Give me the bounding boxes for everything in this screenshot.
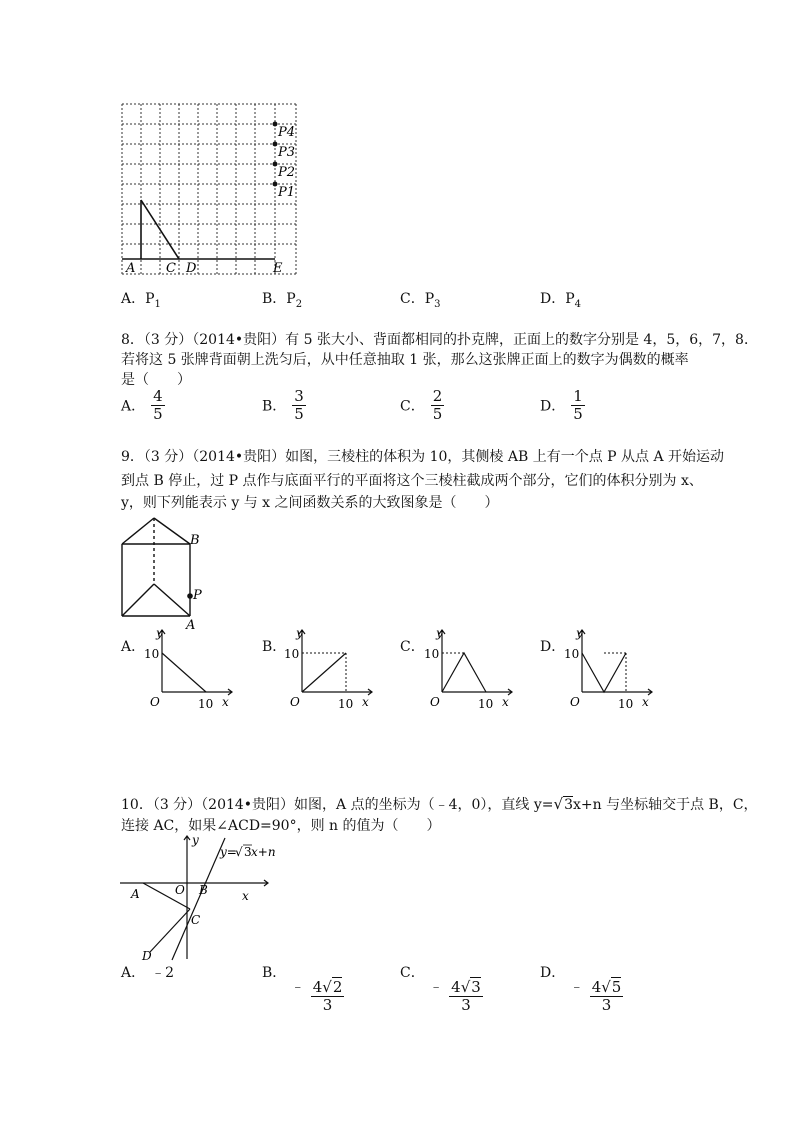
eq-y-prefix: y= (220, 845, 237, 859)
q10-option-d[interactable]: D． ﹣ $\frac{4√5}{3}$ (540, 965, 622, 1014)
label-p1: P1 (278, 185, 296, 200)
q10-option-c[interactable]: C． ﹣ $\frac{4√3}{3}$ (400, 965, 481, 1014)
label-x: x (242, 889, 249, 903)
axis-x-ten: 10 (478, 697, 494, 711)
axis-y-label: y (296, 626, 303, 640)
axis-x-ten: 10 (618, 697, 634, 711)
axis-x-label: x (502, 695, 509, 709)
graph-line (442, 653, 486, 692)
axis-x-label: x (642, 695, 649, 709)
axis-y-ten: 10 (144, 647, 160, 661)
axis-y-ten: 10 (284, 647, 300, 661)
q7-option-d[interactable]: D．$P_4$ (540, 291, 582, 310)
label-d: D (186, 261, 197, 276)
point-p (187, 593, 193, 599)
q9-option-a-graph[interactable] (140, 626, 240, 716)
label-p2: P2 (278, 165, 296, 180)
q9-option-d-graph[interactable] (560, 626, 660, 716)
fraction: $\frac{3}{5}$ (294, 387, 304, 423)
q9-stem-line3: y，则下列能表示 y 与 x 之间函数关系的大致图象是（ ） (121, 495, 499, 511)
label-d: D (142, 949, 152, 962)
fraction: $\frac{4√3}{3}$ (451, 978, 481, 1014)
graph-line (582, 653, 626, 692)
q7-option-c[interactable]: C．$P_3$ (400, 291, 441, 310)
fraction: $\frac{1}{5}$ (573, 387, 583, 423)
q8-stem-line3: 是（ ） (121, 372, 191, 388)
line-bc (172, 838, 225, 960)
axis-y-label: y (436, 626, 443, 640)
graph-line (302, 653, 346, 692)
label-p4: P4 (278, 125, 296, 140)
q8-stem-line2: 若将这 5 张牌背面朝上洗匀后，从中任意抽取 1 张，那么这张牌正面上的数字为偶数的概率 (121, 352, 689, 368)
q7-grid-figure (118, 100, 300, 280)
q9-option-b-letter[interactable]: B． (262, 639, 287, 655)
q9-option-a-letter[interactable]: A． (121, 639, 146, 655)
q8-stem-line1: 8．（3 分）（2014•贵阳）有 5 张大小、背面都相同的扑克牌，正面上的数字分别是 4，5，6，7，8． (121, 332, 758, 348)
fraction: $\frac{4√2}{3}$ (312, 978, 343, 1014)
q7-option-b[interactable]: B．$P_2$ (262, 291, 303, 310)
axis-y-ten: 10 (564, 647, 580, 661)
label-c: C (166, 261, 176, 276)
fraction: $\frac{4√5}{3}$ (591, 978, 622, 1014)
origin-label: O (290, 695, 300, 709)
q8-option-d[interactable]: D． $\frac{1}{5}$ (540, 387, 583, 423)
q10-line-figure (118, 834, 288, 962)
axis-y-label: y (576, 626, 583, 640)
q8-option-c[interactable]: C． $\frac{2}{5}$ (400, 387, 443, 423)
label-y: y (192, 834, 199, 847)
origin-label: O (430, 695, 440, 709)
q9-stem-line2: 到点 B 停止，过 P 点作与底面平行的平面将这个三棱柱截成两个部分，它们的体积分别为 x、 (121, 473, 703, 489)
label-c: C (191, 913, 201, 927)
point-p4 (273, 122, 278, 127)
q9-option-c-letter[interactable]: C． (400, 639, 425, 655)
label-a: A (186, 618, 196, 632)
axis-x-label: x (362, 695, 369, 709)
fraction: $\frac{4}{5}$ (153, 387, 163, 423)
eq-sqrt-sign: √ (235, 845, 243, 859)
label-o: O (175, 883, 185, 897)
q8-option-a[interactable]: A． $\frac{4}{5}$ (121, 387, 163, 423)
graph-line (162, 653, 206, 692)
q9-option-d-letter[interactable]: D． (540, 639, 566, 655)
q9-prism-figure (118, 514, 208, 632)
axis-y-label: y (156, 626, 163, 640)
fraction: $\frac{2}{5}$ (432, 387, 443, 423)
q10-option-b[interactable]: B． ﹣ $\frac{4√2}{3}$ (262, 965, 343, 1014)
q9-option-b-graph[interactable] (280, 626, 380, 716)
eq-suffix: x+n (251, 845, 276, 859)
label-b: B (190, 533, 200, 548)
label-p: P (193, 588, 202, 603)
point-p2 (273, 162, 278, 167)
grid-dashed-lines (122, 104, 296, 274)
point-p1 (273, 182, 278, 187)
label-a: A (131, 887, 140, 901)
segment-cd (150, 909, 190, 952)
q9-option-c-graph[interactable] (420, 626, 520, 716)
axis-x-ten: 10 (198, 697, 214, 711)
q10-option-a[interactable]: A． ﹣2 (121, 965, 175, 981)
origin-label: O (570, 695, 580, 709)
q7-option-a[interactable]: A．$P_1$ (121, 291, 161, 310)
q10-stem-line2: 连接 AC，如果∠ACD=90°，则 n 的值为（ ） (121, 818, 441, 834)
axis-x-label: x (222, 695, 229, 709)
label-b: B (199, 883, 208, 897)
origin-label: O (150, 695, 160, 709)
q10-stem-line1: 10．（3 分）（2014•贵阳）如图，A 点的坐标为（﹣4，0），直线 y=√3x+n 与坐标轴交于点 B，C， (121, 795, 758, 813)
q9-stem-line1: 9．（3 分）（2014•贵阳）如图，三棱柱的体积为 10，其侧棱 AB 上有一个点 P 从点 A 开始运动 (121, 449, 725, 465)
point-p3 (273, 142, 278, 147)
q8-option-b[interactable]: B． $\frac{3}{5}$ (262, 387, 304, 423)
eq-sqrt-radicand: 3 (244, 845, 252, 859)
label-p3: P3 (278, 145, 296, 160)
axis-y-ten: 10 (424, 647, 440, 661)
label-a: A (126, 261, 136, 276)
axis-x-ten: 10 (338, 697, 354, 711)
label-e: E (273, 261, 283, 276)
